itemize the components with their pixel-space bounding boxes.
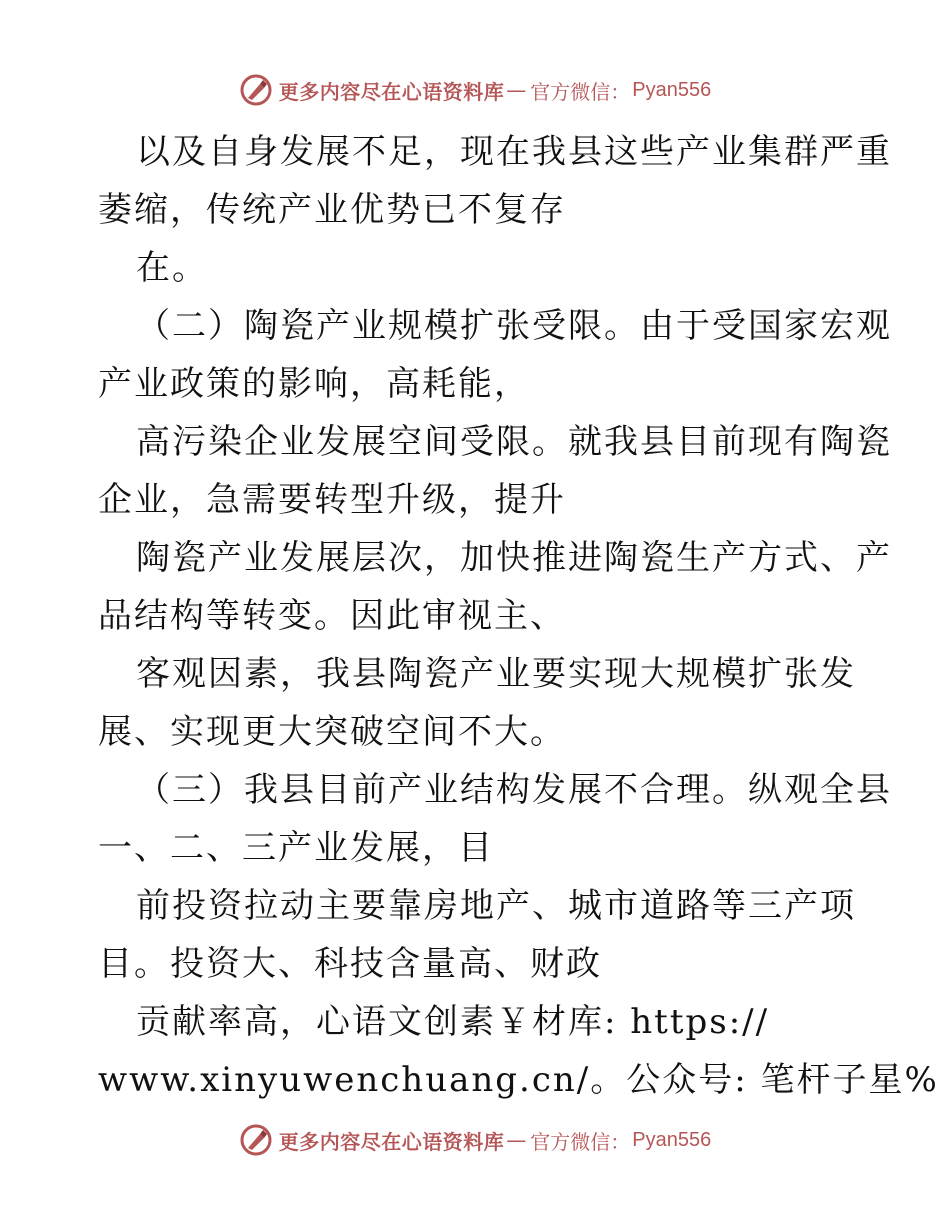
header-wechat-id: Pyan556 [632, 78, 712, 101]
header-separator: — [506, 78, 527, 102]
header-wechat-label: 官方微信： [530, 79, 631, 104]
body-line: 品结构等转变。因此审视主、 [98, 596, 566, 636]
body-line: 产业政策的影响，高耗能， [98, 364, 530, 404]
body-line: 在。 [136, 248, 208, 288]
footer-watermark [0, 1120, 950, 1160]
pen-logo-icon [239, 73, 273, 107]
body-line: 客观因素，我县陶瓷产业要实现大规模扩张发 [136, 654, 856, 694]
body-line: 企业，急需要转型升级，提升 [98, 480, 566, 520]
body-line: 展、实现更大突破空间不大。 [98, 712, 566, 752]
footer-wechat-id: Pyan556 [632, 1128, 712, 1151]
body-line: （三）我县目前产业结构发展不合理。纵观全县 [136, 770, 892, 810]
body-line: 陶瓷产业发展层次，加快推进陶瓷生产方式、产 [136, 538, 892, 578]
footer-separator: — [506, 1128, 527, 1152]
body-line: 以及自身发展不足，现在我县这些产业集群严重 [136, 132, 892, 172]
body-line: 一、二、三产业发展，目 [98, 828, 494, 868]
body-line: 目。投资大、科技含量高、财政 [98, 944, 602, 984]
body-line: 前投资拉动主要靠房地产、城市道路等三产项 [136, 886, 856, 926]
body-line: 萎缩，传统产业优势已不复存 [98, 190, 566, 230]
document-body [98, 123, 939, 1109]
pen-logo-icon [239, 1123, 273, 1157]
header-text: 更多内容尽在心语资料库 [278, 79, 505, 104]
footer-wechat-label: 官方微信： [530, 1129, 631, 1154]
body-line-link: 贡献率高，心语文创素￥材库: https:// [136, 1002, 770, 1042]
body-line: （二）陶瓷产业规模扩张受限。由于受国家宏观 [136, 306, 892, 346]
body-line: 高污染企业发展空间受限。就我县目前现有陶瓷 [136, 422, 892, 462]
footer-text: 更多内容尽在心语资料库 [278, 1129, 505, 1154]
header-watermark [0, 70, 950, 110]
body-line-url: www.xinyuwenchuang.cn/。公众号: 笔杆子星% [98, 1060, 939, 1100]
